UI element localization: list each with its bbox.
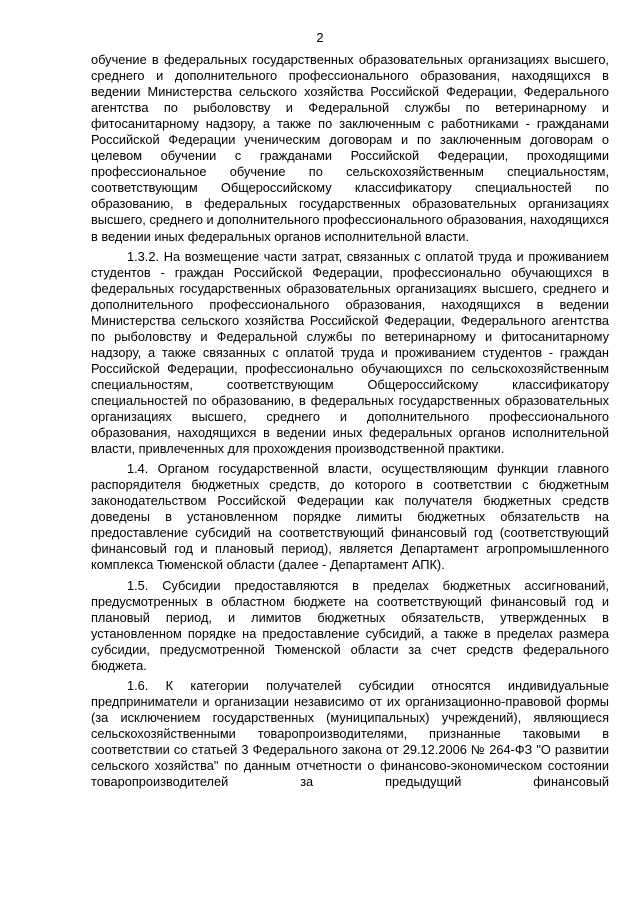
paragraph-1-5: 1.5. Субсидии предоставляются в пределах бюджетных ассигнований, предусмотренных в областном бюджете на соответствующий финансовый год и плановый период, и лимитов бюджетных обязательств, утвержденных в установленном порядке на предоставление субсидий, а также в пределах размера субсидии, предусмотренной Тюменской области за счет средств федерального бюджета. xyxy=(91,577,609,673)
paragraph-continuation: обучение в федеральных государственных образовательных организациях высшего, среднего и дополнительного профессионального образования, находящихся в ведении Министерства сельского хозяйства Российской Федерации, Федерального агентства по рыболовству и Федеральной службы по ветеринарному и фитосанитарному надзору, а также по заключенным с работниками - гражданами Российской Федерации ученическим договорам и по заключенным договорам о целевом обучении с гражданами Российской Федерации, проходящими профессиональное обучение по сельскохозяйственным специальностям, соответствующим Общероссийскому классификатору специальностей по образованию, в федеральных государственных образовательных организациях высшего, среднего и дополнительного профессионального образования, находящихся в ведении иных федеральных органов исполнительной власти. xyxy=(91,52,609,244)
paragraph-1-4: 1.4. Органом государственной власти, осуществляющим функции главного распорядителя бюджетных средств, до которого в соответствии с бюджетным законодательством Российской Федерации как получателя бюджетных средств доведены в установленном порядке лимиты бюджетных обязательств на предоставление субсидий на соответствующий финансовый год (соответствующий финансовый год и плановый период), является Департамент агропромышленного комплекса Тюменской области (далее - Департамент АПК). xyxy=(91,461,609,573)
document-body xyxy=(91,52,609,794)
page-number: 2 xyxy=(316,30,324,45)
paragraph-1-6: 1.6. К категории получателей субсидии относятся индивидуальные предприниматели и организации независимо от их организационно-правовой формы (за исключением государственных (муниципальных) учреждений), являющиеся сельскохозяйственными товаропроизводителями, признанные таковыми в соответствии со статьей 3 Федерального закона от 29.12.2006 № 264-ФЗ "О развитии сельского хозяйства" по данным отчетности о финансово-экономическом состоянии товаропроизводителей за предыдущий финансовый xyxy=(91,677,609,790)
paragraph-1-3-2: 1.3.2. На возмещение части затрат, связанных с оплатой труда и проживанием студентов - граждан Российской Федерации, профессионально обучающихся в федеральных государственных образовательных организациях высшего, среднего и дополнительного профессионального образования, находящихся в ведении Министерства сельского хозяйства Российской Федерации, Федерального агентства по рыболовству и Федеральной службы по ветеринарному и фитосанитарному надзору, а также связанных с оплатой труда и проживанием студентов - граждан Российской Федерации, профессионально обучающихся по сельскохозяйственным специальностям, соответствующим Общероссийскому классификатору специальностей по образованию, в федеральных государственных образовательных организациях высшего, среднего и дополнительного профессионального образования, находящихся в ведении иных федеральных органов исполнительной власти, привлеченных для прохождения производственной практики. xyxy=(91,248,609,457)
